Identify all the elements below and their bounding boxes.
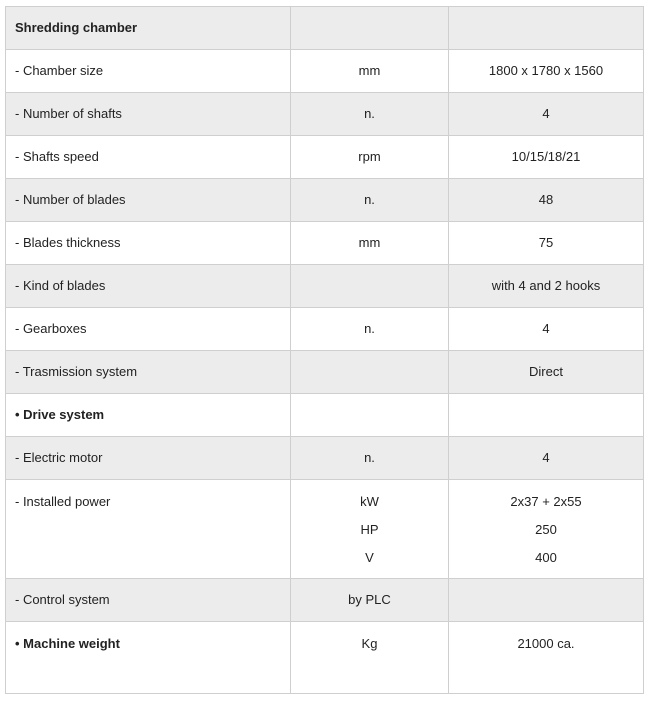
row-label: - Electric motor (6, 437, 291, 480)
row-label: - Trasmission system (6, 351, 291, 394)
row-label: - Chamber size (6, 50, 291, 93)
row-label: Shredding chamber (6, 7, 291, 50)
table-row-number-of-blades (6, 179, 644, 222)
row-label: • Drive system (6, 394, 291, 437)
unit-kw: kW (360, 494, 379, 509)
unit-hp: HP (360, 522, 379, 537)
row-value: 4 (449, 308, 644, 351)
table-row-trasmission-system (6, 351, 644, 394)
row-unit: n. (291, 93, 449, 136)
row-label: - Installed power (6, 480, 291, 579)
row-value (449, 579, 644, 622)
table-row-kind-of-blades (6, 265, 644, 308)
row-unit: n. (291, 179, 449, 222)
row-unit: mm (291, 222, 449, 265)
row-unit (291, 351, 449, 394)
row-label: - Control system (6, 579, 291, 622)
table-row-gearboxes (6, 308, 644, 351)
row-value: 4 (449, 437, 644, 480)
specifications-table (5, 6, 644, 694)
row-unit: n. (291, 437, 449, 480)
value-kw: 2x37 + 2x55 (510, 494, 582, 509)
row-value: 21000 ca. (449, 622, 644, 694)
row-label: • Machine weight (6, 622, 291, 694)
row-units (291, 480, 449, 579)
unit-v: V (365, 550, 374, 565)
row-label: - Blades thickness (6, 222, 291, 265)
row-value (449, 394, 644, 437)
row-label: - Number of blades (6, 179, 291, 222)
row-label: - Shafts speed (6, 136, 291, 179)
row-value: 10/15/18/21 (449, 136, 644, 179)
table-row-control-system (6, 579, 644, 622)
row-label: - Number of shafts (6, 93, 291, 136)
row-unit: rpm (291, 136, 449, 179)
row-label: - Kind of blades (6, 265, 291, 308)
row-unit (291, 7, 449, 50)
row-unit: mm (291, 50, 449, 93)
row-value (449, 7, 644, 50)
row-value: 4 (449, 93, 644, 136)
table-row-blades-thickness (6, 222, 644, 265)
table-row-chamber-size (6, 50, 644, 93)
value-hp: 250 (535, 522, 557, 537)
value-v: 400 (535, 550, 557, 565)
row-value: Direct (449, 351, 644, 394)
table-row-shafts-speed (6, 136, 644, 179)
row-unit: Kg (291, 622, 449, 694)
table-row-electric-motor (6, 437, 644, 480)
table-row-number-of-shafts (6, 93, 644, 136)
row-unit (291, 394, 449, 437)
row-value: 75 (449, 222, 644, 265)
row-unit: n. (291, 308, 449, 351)
row-value: 1800 x 1780 x 1560 (449, 50, 644, 93)
row-unit: by PLC (291, 579, 449, 622)
row-value: 48 (449, 179, 644, 222)
row-value: with 4 and 2 hooks (449, 265, 644, 308)
table-row-installed-power (6, 480, 644, 579)
row-values (449, 480, 644, 579)
row-unit (291, 265, 449, 308)
row-label: - Gearboxes (6, 308, 291, 351)
table-row-drive-system (6, 394, 644, 437)
table-row-shredding-chamber (6, 7, 644, 50)
table-row-machine-weight (6, 622, 644, 694)
